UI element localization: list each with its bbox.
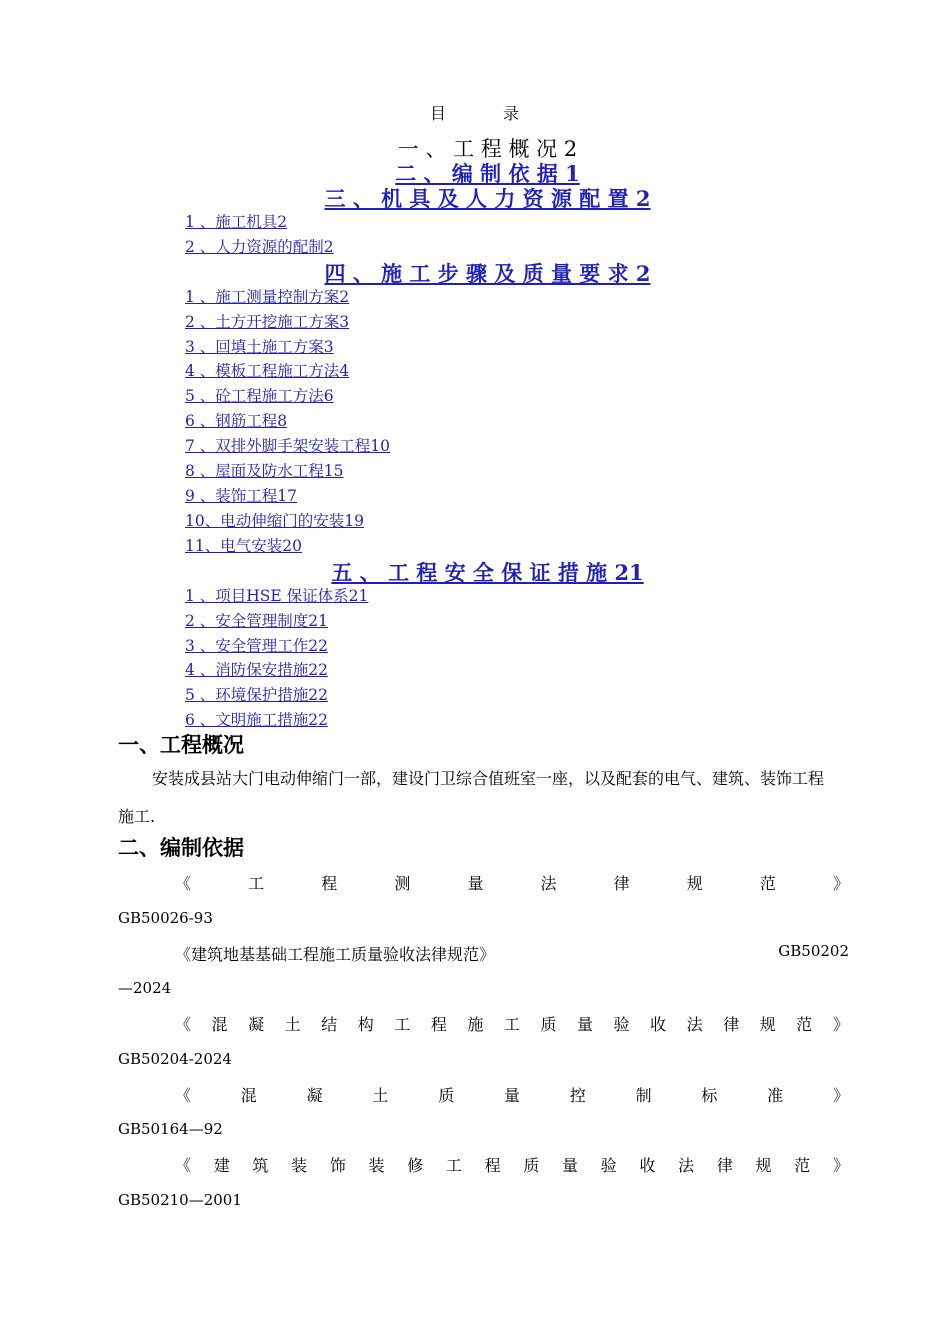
reference-title-3-char: 结 (321, 1015, 338, 1034)
reference-title-5-char: 筑 (252, 1156, 269, 1175)
toc-item-s4-4[interactable]: 4 、模板工程施工方法4 (185, 362, 350, 380)
toc-item-s3-2[interactable]: 2 、人力资源的配制2 (185, 238, 334, 256)
toc-item-s5-3[interactable]: 3 、安全管理工作22 (185, 637, 329, 655)
reference-title-5-char: 装 (291, 1156, 308, 1175)
reference-title-5-char: 修 (407, 1156, 424, 1175)
reference-title-1-char: 规 (686, 874, 703, 893)
reference-title-4-char: 土 (372, 1086, 389, 1105)
toc-item-s4-6[interactable]: 6 、钢筋工程8 (185, 412, 288, 430)
reference-title-3-char: 质 (540, 1015, 557, 1034)
reference-title-4-char: 质 (438, 1086, 455, 1105)
reference-title-4-char: 混 (240, 1086, 257, 1105)
reference-title-4-char: 》 (832, 1086, 849, 1105)
reference-title-1-char: 测 (394, 874, 411, 893)
reference-title-4-char: 标 (701, 1086, 718, 1105)
reference-title-1-char: 法 (540, 874, 557, 893)
reference-title-3-char: 《 (175, 1015, 192, 1034)
reference-code-4: GB50164—92 (118, 1120, 223, 1138)
toc-item-s5-5[interactable]: 5 、环境保护措施22 (185, 686, 329, 704)
reference-title-3-char: 律 (723, 1015, 740, 1034)
toc-section-3[interactable]: 三 、 机 具 及 人 力 资 源 配 置 2 (324, 186, 651, 211)
toc-item-s4-11[interactable]: 11、电气安装20 (185, 537, 302, 555)
reference-title-2-text: 《建筑地基基础工程施工质量验收法律规范》 (175, 945, 496, 964)
reference-title-5 (175, 1153, 849, 1176)
reference-title-4-char: 控 (569, 1086, 586, 1105)
reference-title-4-char: 凝 (306, 1086, 323, 1105)
section-2-heading: 二、编制依据 (118, 836, 244, 860)
reference-title-3-char: 程 (430, 1015, 447, 1034)
reference-title-4-char: 制 (635, 1086, 652, 1105)
reference-title-4-char: 《 (175, 1086, 192, 1105)
reference-title-3 (175, 1012, 849, 1035)
toc-item-s5-4[interactable]: 4 、消防保安措施22 (185, 661, 329, 679)
reference-title-3-char: 法 (686, 1015, 703, 1034)
toc-section-4[interactable]: 四 、 施 工 步 骤 及 质 量 要 求 2 (324, 261, 651, 286)
reference-title-3-char: 构 (357, 1015, 374, 1034)
section-1-paragraph-line-1: 安装成县站大门电动伸缩门一部，建设门卫综合值班室一座，以及配套的电气、建筑、装饰工程 (152, 769, 825, 788)
reference-title-5-char: 法 (678, 1156, 695, 1175)
toc-item-s5-6[interactable]: 6 、文明施工措施22 (185, 711, 329, 729)
section-1-paragraph-line-2: 施工. (118, 807, 156, 826)
reference-title-3-char: 工 (503, 1015, 520, 1034)
reference-title-1-char: 工 (248, 874, 265, 893)
reference-title-3-char: 土 (284, 1015, 301, 1034)
reference-title-1-char: 量 (467, 874, 484, 893)
reference-title-5-char: 律 (716, 1156, 733, 1175)
toc-item-s4-2[interactable]: 2 、土方开挖施工方案3 (185, 313, 350, 331)
reference-title-2-code: GB50202 (778, 942, 849, 960)
reference-title-5-char: 《 (175, 1156, 192, 1175)
reference-title-3-char: 收 (650, 1015, 667, 1034)
toc-item-s4-8[interactable]: 8 、屋面及防水工程15 (185, 462, 344, 480)
toc-item-s4-10[interactable]: 10、电动伸缩门的安装19 (185, 512, 364, 530)
reference-code-5: GB50210—2001 (118, 1191, 242, 1209)
reference-title-5-char: 工 (445, 1156, 462, 1175)
toc-item-s4-7[interactable]: 7 、双排外脚手架安装工程10 (185, 437, 391, 455)
section-1-heading: 一、工程概况 (118, 733, 244, 757)
reference-title-5-char: 饰 (329, 1156, 346, 1175)
reference-title-3-char: 工 (394, 1015, 411, 1034)
reference-title-1-char: 律 (613, 874, 630, 893)
reference-title-2 (175, 942, 849, 965)
reference-title-5-char: 范 (794, 1156, 811, 1175)
toc-item-s3-1[interactable]: 1 、施工机具2 (185, 213, 288, 231)
toc-section-2[interactable]: 二 、 编 制 依 据 1 (395, 161, 580, 186)
reference-title-3-char: 验 (613, 1015, 630, 1034)
reference-title-5-char: 收 (639, 1156, 656, 1175)
reference-title-1-char: 《 (175, 874, 192, 893)
reference-title-1 (175, 871, 849, 894)
reference-title-3-char: 》 (832, 1015, 849, 1034)
toc-item-s4-3[interactable]: 3 、回填土施工方案3 (185, 338, 334, 356)
reference-code-2: —2024 (118, 979, 172, 997)
reference-title-5-char: 》 (832, 1156, 849, 1175)
reference-code-3: GB50204-2024 (118, 1050, 232, 1068)
toc-section-1[interactable]: 一 、 工 程 概 况 2 (397, 137, 578, 161)
reference-title-5-char: 程 (484, 1156, 501, 1175)
toc-item-s4-1[interactable]: 1 、施工测量控制方案2 (185, 288, 350, 306)
reference-title-3-char: 规 (759, 1015, 776, 1034)
reference-title-5-char: 质 (523, 1156, 540, 1175)
reference-title-5-char: 装 (368, 1156, 385, 1175)
reference-title-1-char: 程 (321, 874, 338, 893)
reference-title-3-char: 施 (467, 1015, 484, 1034)
reference-title-4-char: 量 (503, 1086, 520, 1105)
toc-item-s5-1[interactable]: 1 、项目HSE 保证体系21 (185, 587, 369, 605)
reference-title-5-char: 建 (213, 1156, 230, 1175)
reference-title-4-char: 准 (767, 1086, 784, 1105)
toc-title: 目 录 (429, 104, 546, 123)
reference-title-4 (175, 1083, 849, 1106)
reference-title-1-char: 》 (832, 874, 849, 893)
reference-title-5-char: 验 (600, 1156, 617, 1175)
reference-title-3-char: 凝 (248, 1015, 265, 1034)
reference-title-3-char: 混 (211, 1015, 228, 1034)
toc-section-5[interactable]: 五 、 工 程 安 全 保 证 措 施 21 (331, 560, 644, 585)
reference-code-1: GB50026-93 (118, 909, 213, 927)
reference-title-5-char: 量 (562, 1156, 579, 1175)
reference-title-1-char: 范 (759, 874, 776, 893)
reference-title-5-char: 规 (755, 1156, 772, 1175)
toc-item-s4-5[interactable]: 5 、砼工程施工方法6 (185, 387, 334, 405)
reference-title-3-char: 量 (577, 1015, 594, 1034)
reference-title-3-char: 范 (796, 1015, 813, 1034)
toc-item-s5-2[interactable]: 2 、安全管理制度21 (185, 612, 329, 630)
toc-item-s4-9[interactable]: 9 、装饰工程17 (185, 487, 298, 505)
